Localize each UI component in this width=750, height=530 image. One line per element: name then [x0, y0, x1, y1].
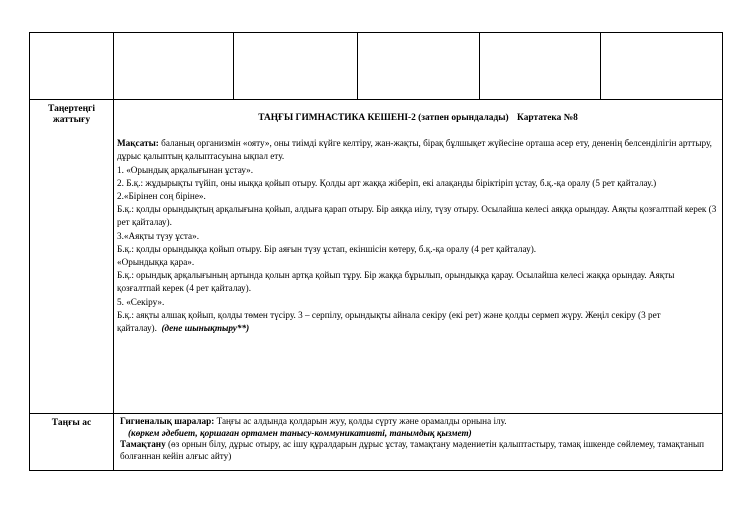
- exercise-line: 2.«Бірінен соң біріне».: [117, 191, 206, 202]
- hygiene-text: Таңғы ас алдында қолдарын жуу, қолды сүрту және орамалды орнына ілу.: [214, 416, 507, 426]
- meal-text: (өз орнын білу, дұрыс отыру, ас ішу құралдарын дұрыс ұстау, тамақтану мәдениетін қалыптастыру, тамақ ішкенде сөйлемеу, тамақтанып болғаннан кейін алғыс айту): [120, 439, 705, 461]
- exercise-line: Б.қ.: қолды орындыққа қойып отыру. Бір аяғын түзу ұстап, екіншісін көтеру, б.қ.-қа оралу (4 рет қайталау).: [117, 243, 537, 254]
- table-row-breakfast: [30, 414, 723, 471]
- goal-paragraph: [117, 137, 719, 163]
- exercise-line: 2. Б.қ.: жұдырықты түйіп, оны иыққа қойып отыру. Қолды арт жаққа жіберіп, екі алақанды біріктіріп ұстау, б.қ.-қа оралу (5 рет қайталау.): [117, 177, 657, 188]
- empty-cell: [114, 33, 234, 100]
- gym-title-text: ТАҢҒЫ ГИМНАСТИКА КЕШЕНІ-2 (затпен орындалады): [258, 113, 509, 123]
- meal-heading: Тамақтану: [120, 439, 166, 449]
- exercise-line: 5. «Секіру».: [117, 296, 165, 307]
- table-row-header: [30, 33, 723, 100]
- subject-note: (дене шынықтыру**): [161, 323, 250, 334]
- meal-line: [120, 439, 719, 462]
- schedule-table: [29, 32, 723, 471]
- exercise-line: 3.«Аяқты түзу ұста».: [117, 230, 199, 241]
- empty-cell: [480, 33, 601, 100]
- exercise-line-last: [117, 309, 719, 335]
- table-row-morning-exercise: [30, 100, 723, 414]
- hygiene-note: (көркем әдебиет, қоршаған ортамен танысу-коммуникативті, танымдық қызмет): [128, 427, 472, 438]
- empty-cell: [358, 33, 480, 100]
- empty-cell: [30, 33, 114, 100]
- exercise-line-text: Б.қ.: аяқты алшақ қойып, қолды төмен түсіру. 3 – серпілу, орындықты айнала секіру (екі рет) және қолды сермеп жүру. Жеңіл секіру (3 рет қайталау).: [117, 309, 661, 334]
- morning-exercise-content: [114, 100, 723, 414]
- exercise-line: 1. «Орындық арқалығынан ұстау».: [117, 164, 254, 175]
- goal-text: баланың организмін «ояту», оны тиімді күйге келтіру, жан-жақты, бірақ бұлшықет жүйесіне орташа әсер ету, дененің белсенділігін арттыру, дұрыс қалыптың қалыптасуына ықпал ету.: [117, 138, 712, 162]
- gym-title: [117, 112, 719, 125]
- hygiene-line: [120, 416, 719, 428]
- breakfast-content: [114, 414, 723, 471]
- exercise-line: Б.қ.: орындық арқалығының артында қолын артқа қойып тұру. Бір жаққа бұрылып, орындыққа қарау. Осылайша келесі жаққа орындау. Аяқты қозғалтпай керек (4 рет қайталау).: [117, 270, 675, 294]
- exercise-line: Б.қ.: қолды орындықтың арқалығына қойып, алдыға қарап отыру. Бір аяққа иілу, түзу отыру. Осылайша келесі аяққа орындау. Аяқты қозғалтпай керек (3 рет қайталау).: [117, 204, 717, 228]
- empty-cell: [234, 33, 358, 100]
- row-label-morning: Таңертеңгі жаттығу: [30, 100, 114, 414]
- exercise-line: «Орындыққа қара».: [117, 257, 195, 268]
- card-number: Картатека №8: [517, 113, 578, 123]
- hygiene-heading: Гигиеналық шаралар:: [120, 416, 215, 426]
- goal-heading: Мақсаты:: [117, 138, 159, 149]
- row-label-breakfast: Таңғы ас: [30, 414, 114, 471]
- empty-cell: [601, 33, 723, 100]
